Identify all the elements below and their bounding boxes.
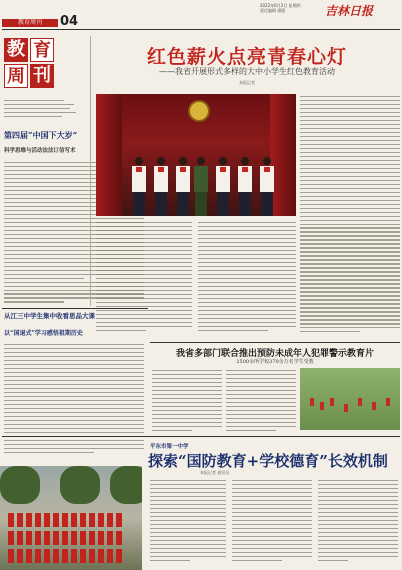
masthead-info-block (4, 100, 84, 120)
left-story-headline: 第四届“中国下大岁” (4, 130, 78, 140)
bottom-col-b (232, 480, 312, 564)
bottom-col-a (150, 480, 226, 564)
bottom-col-c (318, 480, 398, 564)
left-story2-body (4, 344, 144, 456)
logo-char-3: 周 (4, 64, 28, 88)
section-label: 教育周刊 (2, 19, 58, 27)
mid-col-b (226, 370, 296, 434)
logo-char-4: 刊 (30, 64, 54, 88)
bottom-byline: 本报记者 通讯员 (200, 470, 230, 475)
newspaper-masthead: 吉林日报 (325, 4, 374, 18)
main-headline: 红色薪火点亮青春心灯 (146, 46, 347, 68)
bottom-headline: 探索“国防教育+学校德育”长效机制 (148, 452, 388, 470)
left-story2-subhead: 以“国退式”学习感悟祖期历史 (4, 330, 83, 337)
main-story-col-b (198, 222, 296, 334)
header-rule (2, 29, 400, 30)
page-header (0, 0, 402, 30)
logo-char-1: 教 (4, 38, 28, 62)
mid-divider (150, 342, 400, 343)
left-story2-headline: 从江三中学生集中收看思品大课 (4, 312, 95, 320)
logo-char-2: 育 (30, 38, 54, 62)
main-subhead: ——我省开展形式多样的大中小学生红色教育活动 (159, 67, 335, 76)
parade-photo (0, 466, 142, 570)
stage-photo (96, 94, 296, 216)
main-story-col-a (96, 222, 192, 334)
issue-date: 2022年6月2日 星期四 责任编辑 排版 (260, 3, 301, 13)
page-number: 04 (60, 14, 79, 29)
emblem-icon (188, 100, 210, 122)
main-story-right-column (300, 96, 400, 335)
mid-headline: 我省多部门联合推出预防未成年人犯罪警示教育片 (175, 349, 374, 359)
column-rule-1 (90, 36, 91, 306)
bottom-kicker: 平东市第一中学 (150, 444, 189, 450)
field-photo (300, 368, 400, 430)
mid-subhead: 2500余所学校370余万名学生受教 (236, 359, 314, 365)
mid-col-a (152, 370, 222, 434)
main-byline: 本报记者 (239, 80, 255, 85)
left-story-subhead: 科学思维与活动法法订信写术 (4, 148, 76, 154)
weekly-logo (4, 38, 86, 98)
bottom-divider (2, 436, 400, 437)
